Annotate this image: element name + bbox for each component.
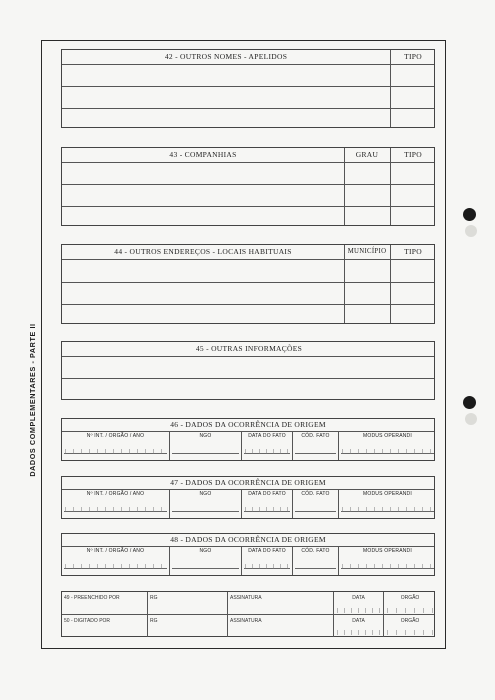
section-47-occurrence	[61, 476, 435, 519]
punch-hole-shadow-top	[465, 225, 477, 237]
section-44-municipio-header: MUNICÍPIO	[347, 248, 387, 255]
orgao-label: ORGÃO	[400, 595, 420, 601]
section-42-title: 42 - OUTROS NOMES - APELIDOS	[164, 52, 288, 61]
preenchido-label: 49 - PREENCHIDO POR	[64, 595, 120, 601]
row-preenchido	[62, 592, 434, 615]
section-43-tipo-header: TIPO	[404, 150, 422, 159]
col-cod-fato-label: CÓD. FATO	[301, 433, 330, 439]
col-ngo-label: NGO	[199, 548, 212, 554]
section-44-tipo-header: TIPO	[404, 247, 422, 256]
rg-label: RG	[150, 618, 158, 624]
col-num-label: Nº INT. / ORGÃO / ANO	[86, 491, 145, 497]
section-43-grau-header: GRAU	[355, 150, 379, 159]
col-ngo-label: NGO	[199, 433, 212, 439]
col-cod-fato-label: CÓD. FATO	[301, 491, 330, 497]
section-48-title: 48 - DADOS DA OCORRÊNCIA DE ORIGEM	[170, 535, 326, 544]
col-num-label: Nº INT. / ORGÃO / ANO	[86, 548, 145, 554]
punch-hole-top	[463, 208, 476, 221]
col-modus-label: MODUS OPERANDI	[363, 548, 412, 554]
section-44-other-addresses	[61, 244, 435, 324]
col-cod-fato-label: CÓD. FATO	[301, 548, 330, 554]
section-46-title: 46 - DADOS DA OCORRÊNCIA DE ORIGEM	[170, 420, 326, 429]
col-data-fato-label: DATA DO FATO	[248, 433, 286, 439]
col-num-label: Nº INT. / ORGÃO / ANO	[86, 433, 145, 439]
section-42-other-names	[61, 49, 435, 128]
punch-hole-shadow-bottom	[465, 413, 477, 425]
col-ngo-label: NGO	[199, 491, 212, 497]
data-label: DATA	[352, 618, 365, 624]
rg-label: RG	[150, 595, 158, 601]
section-43-companions	[61, 147, 435, 226]
side-title: DADOS COMPLEMENTARES - PARTE II	[28, 323, 37, 477]
col-data-fato-label: DATA DO FATO	[248, 548, 286, 554]
col-modus-label: MODUS OPERANDI	[363, 433, 412, 439]
orgao-label: ORGÃO	[400, 618, 420, 624]
digitado-label: 50 - DIGITADO POR	[64, 618, 111, 624]
section-45-other-info	[61, 341, 435, 400]
assinatura-label: ASSINATURA	[230, 618, 262, 624]
col-data-fato-label: DATA DO FATO	[248, 491, 286, 497]
section-42-tipo-header: TIPO	[404, 52, 422, 61]
col-modus-label: MODUS OPERANDI	[363, 491, 412, 497]
data-label: DATA	[352, 595, 365, 601]
section-46-occurrence	[61, 418, 435, 461]
section-45-title: 45 - OUTRAS INFORMAÇÕES	[195, 344, 303, 353]
assinatura-label: ASSINATURA	[230, 595, 262, 601]
row-digitado	[62, 614, 434, 637]
signature-block	[61, 591, 435, 637]
section-43-title: 43 - COMPANHIAS	[169, 150, 237, 159]
section-48-occurrence	[61, 533, 435, 576]
punch-hole-bottom	[463, 396, 476, 409]
section-47-title: 47 - DADOS DA OCORRÊNCIA DE ORIGEM	[170, 478, 326, 487]
section-44-title: 44 - OUTROS ENDEREÇOS - LOCAIS HABITUAIS	[114, 247, 292, 256]
